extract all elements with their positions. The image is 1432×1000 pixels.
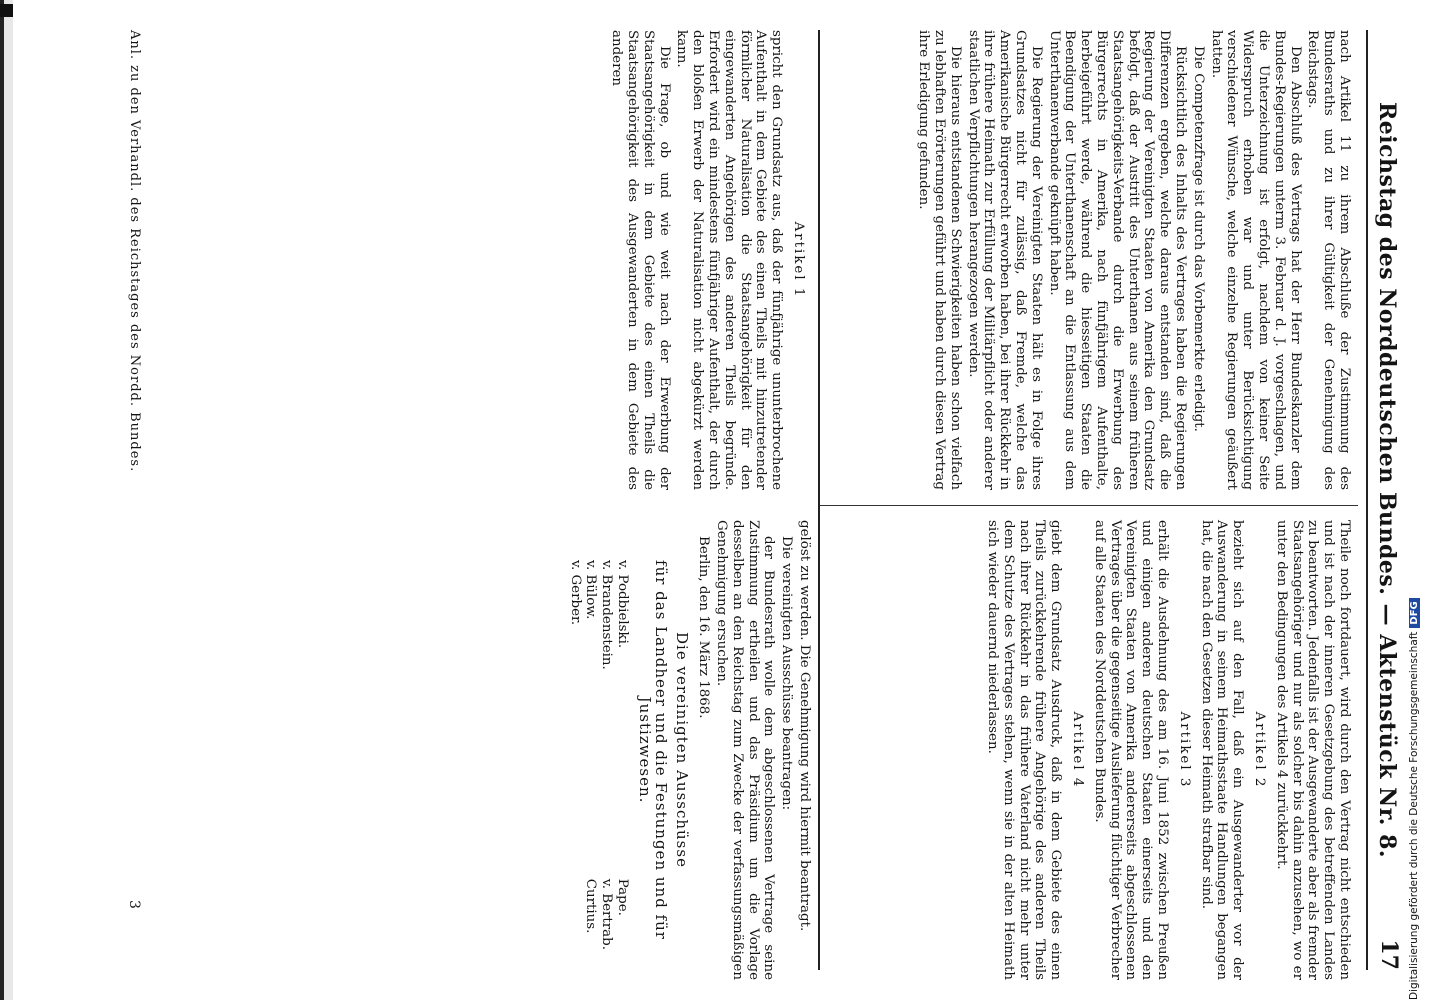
article-heading: Artikel 4 bbox=[1070, 711, 1086, 789]
paragraph: giebt dem Grundsatz Ausdruck, daß in dem Gebiete des einen Theils zurückkehrende frühere Angehörige des anderen Theils nach ihrer Rückkehr in das frühere Vaterland nicht mehr unter dem Schutze des Vertrages stehen, wenn sie in der alten Heimath sich wieder dauernd niederlassen. bbox=[985, 520, 1064, 980]
signature: v. Podbielski. bbox=[615, 560, 631, 649]
signature: v. Bülow. bbox=[583, 560, 599, 620]
dfg-logo: DFG bbox=[1409, 598, 1420, 627]
right-column bbox=[982, 520, 1352, 980]
paragraph: bezieht sich auf den Fall, daß ein Ausgewanderter vor der Auswanderung in seinem Heimathsstaate Handlungen begangen hat, die nach den Gesetzen dieser Heimath strafbar sind. bbox=[1198, 520, 1246, 980]
column-divider bbox=[818, 505, 1358, 506]
signatures-left bbox=[567, 520, 630, 670]
footer-page-number: 3 bbox=[126, 900, 142, 909]
committee-subtitle: für das Landheer und die Festungen und für Justizwesen. bbox=[635, 560, 670, 940]
motion-text: der Bundesrath wolle dem abgeschlossenen Vertrage seine Zustimmung ertheilen und das Präsidium um die Vorlage desselben an den Reichstag zum Zwecke der verfassungsmäßigen Genehmigung ersuchen. bbox=[714, 520, 777, 980]
signature: v. Gerber. bbox=[567, 560, 583, 626]
paragraph: erhält die Ausdehnung des am 16. Juni 1852 zwischen Preußen und einigen anderen deutschen Staaten einerseits und den Vereinigten Staaten von Amerika andererseits abgeschlossenen Vertrages über die gegenseitige Auslieferung flüchtiger Verbrecher auf alle Staaten des Norddeutschen Bundes. bbox=[1091, 520, 1171, 980]
signature-block bbox=[567, 520, 630, 980]
paragraph: Die Frage, ob und wie weit nach der Erwerbung der Staatsangehörigkeit in dem Gebiete des einen Theils die Staatsangehörigkeit des Ausgewanderten in dem Gebiete des anderen bbox=[609, 30, 672, 490]
signature: v. Bertrab. bbox=[599, 878, 615, 950]
running-title: Reichstag des Norddeutschen Bundes. — Aktenstück Nr. 8. bbox=[1374, 101, 1400, 859]
article-heading: Artikel 1 bbox=[791, 221, 806, 299]
signature: Pape. bbox=[615, 878, 631, 916]
committee-title: Die vereinigten Ausschüsse bbox=[673, 632, 692, 868]
paragraph: Die Regierung der Vereinigten Staaten hält es in Folge ihres Grundsatzes nicht für zulässig, daß Fremde, welche das Amerikanische Bürgerrecht erworben haben, bei ihrer Rückkehr in ihre frühere Heimath zur Erfüllung der Militärpflicht oder anderer staatlichen Verpflichtungen herangezogen werden. bbox=[965, 30, 1044, 490]
paragraph: Die hieraus entstandenen Schwierigkeiten haben schon vielfach zu lebhaften Erörterungen geführt und haben durch diesen Vertrag ihre Erledigung gefunden. bbox=[916, 30, 963, 490]
digitization-watermark bbox=[1408, 0, 1428, 1000]
watermark-text: Digitalisierung gefördert durch die Deutsche Forschungsgemeinschaft bbox=[1408, 631, 1420, 1000]
paragraph: Rücksichtlich des Inhalts des Vertrages haben die Regierungen Differenzen ergeben, welche daraus entstanden sind, daß die Regierung der Vereinigten Staaten von Amerika den Grundsatz befolgt, daß der Austritt des Unterthanen aus seinem früheren Staatsangehörigkeits-Verbande durch die Erwerbung des Bürgerrechts in Amerika, nach fünfjährigem Aufenthalte, herbeigeführt werde, während die hiesseitigen Staaten die Beendigung der Unterthanenschaft an die Entlassung aus dem Unterthanenverbande geknüpft haben. bbox=[1046, 30, 1189, 490]
committee-intro: Die vereinigten Ausschüsse beantragen: bbox=[779, 536, 795, 811]
article-heading: Artikel 3 bbox=[1176, 711, 1192, 789]
signature: v. Brandenstein. bbox=[599, 560, 615, 670]
paragraph: spricht den Grundsatz aus, daß der fünfjährige ununterbrochene Aufenthalt in dem Gebiete des einen Theils mit hinzutretender förmlicher Naturalisation die Staatsangehörigkeit für den eingewanderten Angehörigen des anderen Theils begründe. Erfordert wird ein mindestens fünfjähriger Aufenthalt, der durch den bloßen Erwerb der Naturalisation nicht abgekürzt werden kann. bbox=[674, 30, 785, 490]
paragraph: Theile noch fortdauert, wird durch den Vertrag nicht entschieden und ist nach der inneren Gesetzgebung des betreffenden Landes zu beantworten. Jedenfalls ist der Ausgewanderte aber als fremder Staatsangehöriger und nur als solcher bis dahin anzusehen, wo er unter den Bedingungen des Artikels 4 zurückkehrt. bbox=[1273, 520, 1352, 980]
right-lower-column bbox=[567, 520, 812, 980]
paragraph: Die Competenzfrage ist durch das Vorbemerkte erledigt. bbox=[1190, 46, 1206, 432]
page-number: 17 bbox=[1376, 939, 1402, 970]
paragraph: nach Artikel 11 zu ihrem Abschluße der Zustimmung des Bundesraths und zu ihrer Gültigkeit der Genehmigung des Reichstags. bbox=[1305, 30, 1352, 490]
paragraph: Den Abschluß des Vertrags hat der Herr Bundeskanzler dem Bundes-Regierungen unterm 3. Februar d. J. vorgeschlagen, und die Unterzeichnung ist erfolgt, nachdem von keiner Seite Widerspruch erhoben war und unter Berücksichtigung verschiedener Wünsche, welche einzelne Regierungen geäußert hatten. bbox=[1208, 30, 1303, 490]
signature: Curtius. bbox=[583, 878, 599, 934]
paragraph: gelöst zu werden. Die Genehmigung wird hiermit beantragt. bbox=[797, 520, 812, 932]
article-heading: Artikel 2 bbox=[1252, 711, 1268, 789]
signatures-right bbox=[567, 839, 630, 980]
page-header bbox=[1366, 30, 1402, 970]
section-divider bbox=[818, 30, 820, 970]
left-column bbox=[913, 30, 1352, 490]
date-line: Berlin, den 16. März 1868. bbox=[696, 536, 712, 719]
footer-note: Anl. zu den Verhandl. des Reichstages des Nordd. Bundes. bbox=[127, 30, 142, 473]
left-lower-column bbox=[606, 30, 812, 490]
